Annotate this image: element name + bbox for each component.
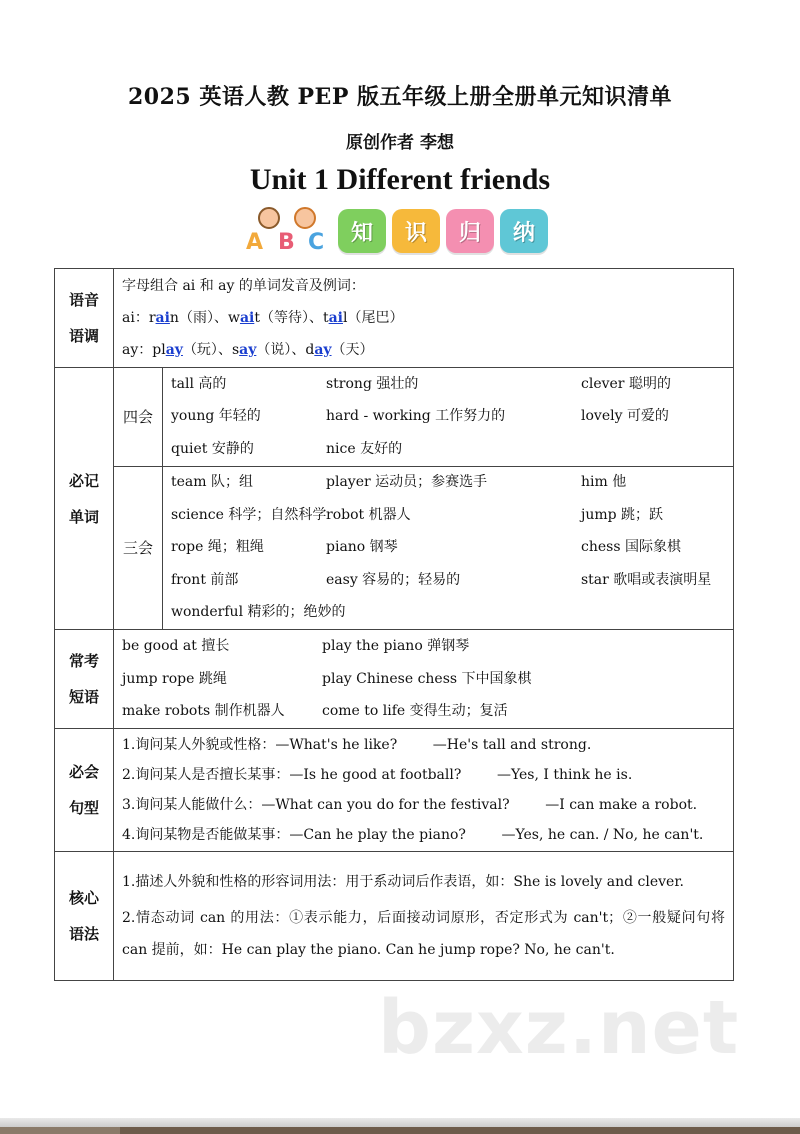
banner-tile: 归	[446, 209, 494, 253]
word-grid	[163, 467, 733, 630]
phrase-item: play Chinese chess 下中国象棋	[322, 670, 532, 687]
highlighted-letters: ai	[155, 309, 170, 326]
bottom-edge	[0, 1118, 800, 1134]
vocab-label	[55, 368, 114, 630]
vocab-word: chess 国际象棋	[581, 539, 681, 556]
phonics-word: say（说）、	[231, 341, 306, 358]
sentences-row	[55, 729, 734, 852]
word-grid	[163, 368, 733, 466]
ay-prefix: ay：	[122, 341, 153, 358]
watermark: bzxz.net	[378, 985, 740, 1071]
phrase-item: play the piano 弹钢琴	[322, 638, 470, 655]
phrases-label	[55, 630, 114, 729]
grammar-point: 2.情态动词 can 的用法：①表示能力，后面接动词原形，否定形式为 can't；②一般疑问句将 can 提前，如：He can play the piano. Can he jump rope? No, he can't.	[122, 910, 725, 958]
vocab-three-row	[55, 466, 734, 630]
grammar-content	[114, 852, 734, 981]
vocab-word: rope 绳；粗绳	[171, 539, 264, 556]
vocab-word: young 年轻的	[171, 408, 261, 425]
highlighted-letters: ai	[239, 309, 255, 326]
grammar-point: 1.描述人外貌和性格的形容词用法：用于系动词后作表语，如：She is lovely and clever.	[122, 874, 684, 890]
knowledge-table	[54, 268, 734, 981]
banner-tile: 知	[338, 209, 386, 253]
category-label: 单词	[68, 507, 99, 526]
document-title: 2025 英语人教 PEP 版五年级上册全册单元知识清单	[127, 84, 673, 110]
vocab-word: lovely 可爱的	[581, 408, 669, 425]
vocab-word: piano 钢琴	[326, 539, 398, 556]
abc-letter: B	[278, 230, 295, 255]
knowledge-banner	[244, 205, 548, 257]
sentence-pattern: 1.询问某人外貌或性格：—What's he like? —He's tall and strong.	[122, 736, 592, 753]
author-line: 原创作者 李想	[346, 133, 454, 153]
phrases-row	[55, 630, 734, 729]
vocab-word: quiet 安静的	[171, 440, 254, 457]
vocab-word: robot 机器人	[326, 506, 411, 523]
category-label: 短语	[68, 688, 99, 706]
ai-prefix: ai：	[122, 309, 149, 326]
vocab-four-row	[55, 368, 734, 467]
vocab-word: wonderful 精彩的；绝妙的	[171, 604, 346, 621]
four-skills-words	[163, 368, 734, 467]
category-label: 语音	[68, 291, 99, 309]
category-label: 常考	[68, 652, 99, 670]
phonics-word: tail（尾巴）	[322, 309, 404, 326]
banner-tile: 纳	[500, 209, 548, 253]
three-skills-words	[163, 466, 734, 630]
category-label: 必记	[68, 471, 99, 490]
phonics-word: wait（等待）、	[227, 309, 323, 326]
phrases-content	[114, 630, 734, 729]
highlighted-letters: ay	[165, 341, 183, 358]
vocab-word: nice 友好的	[326, 440, 403, 457]
phrase-item: jump rope 跳绳	[122, 670, 227, 687]
vocab-word	[573, 597, 733, 630]
phrase-grid	[114, 630, 733, 728]
sentence-pattern: 4.询问某物是否能做某事：—Can he play the piano? —Yes, he can. / No, he can't.	[122, 826, 704, 843]
vocab-word: him 他	[581, 474, 627, 491]
vocab-word: easy 容易的；轻易的	[326, 571, 461, 588]
vocab-word: strong 强壮的	[326, 375, 419, 392]
vocab-word	[573, 433, 733, 466]
category-label: 核心	[68, 889, 99, 907]
vocab-word: player 运动员；参赛选手	[326, 474, 488, 491]
phrase-item: be good at 擅长	[122, 638, 230, 655]
sentence-pattern: 2.询问某人是否擅长某事：—Is he good at football? —Yes, I think he is.	[122, 766, 633, 783]
sentences-content	[114, 729, 734, 852]
phonics-word: day（天）	[305, 341, 374, 358]
phonics-word: rain（雨）、	[148, 309, 228, 326]
ai-word-list	[149, 309, 404, 328]
abc-kids-icon	[244, 205, 336, 257]
vocab-word: team 队；组	[171, 474, 253, 491]
three-skills-label: 三会	[114, 466, 163, 630]
phonics-row	[55, 269, 734, 368]
vocab-word: jump 跳；跃	[581, 506, 664, 523]
vocab-word	[318, 597, 573, 630]
category-label: 必会	[68, 763, 99, 781]
highlighted-letters: ay	[314, 341, 332, 358]
phrase-item: make robots 制作机器人	[122, 703, 285, 720]
vocab-word: star 歌唱或表演明星	[581, 571, 712, 588]
grammar-row	[55, 852, 734, 981]
phonics-intro: 字母组合 ai 和 ay 的单词发音及例词：	[122, 277, 365, 294]
category-label: 语法	[68, 925, 99, 943]
phonics-content	[114, 269, 734, 368]
sentence-pattern: 3.询问某人能做什么：—What can you do for the festival? —I can make a robot.	[122, 796, 698, 813]
category-label: 语调	[68, 327, 99, 345]
highlighted-letters: ai	[328, 309, 343, 326]
phonics-label	[55, 269, 114, 368]
abc-letter: A	[246, 230, 264, 255]
banner-tile: 识	[392, 209, 440, 253]
vocab-word: hard - working 工作努力的	[326, 408, 506, 425]
four-skills-label: 四会	[114, 368, 163, 467]
vocab-word: science 科学；自然科学	[171, 506, 327, 523]
phonics-ai-line	[114, 302, 733, 334]
phonics-word: play（玩）、	[152, 341, 232, 358]
highlighted-letters: ay	[239, 341, 257, 358]
category-label: 句型	[68, 799, 99, 817]
phonics-ay-line	[114, 334, 733, 366]
vocab-word: tall 高的	[171, 375, 227, 392]
phrase-item: come to life 变得生动；复活	[322, 703, 508, 720]
grammar-label	[55, 852, 114, 981]
vocab-word: front 前部	[171, 571, 239, 588]
unit-title: Unit 1 Different friends	[249, 163, 551, 196]
ay-word-list	[152, 341, 373, 360]
sentences-label	[55, 729, 114, 852]
vocab-word: clever 聪明的	[581, 375, 671, 392]
abc-letter: C	[308, 230, 325, 255]
